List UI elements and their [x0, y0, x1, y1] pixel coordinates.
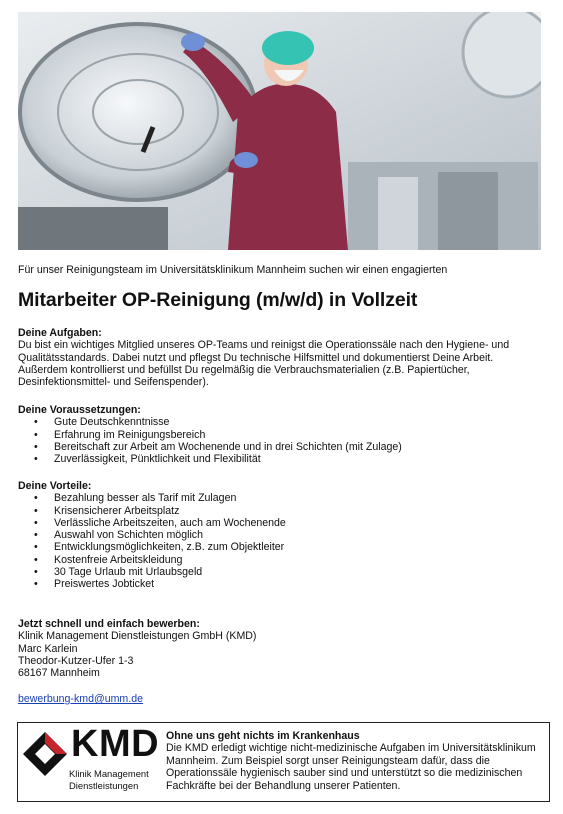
- tasks-heading: Deine Aufgaben:: [18, 327, 102, 339]
- intro-text: Für unser Reinigungsteam im Universitätsklinikum Mannheim suchen wir einen engagierten: [18, 264, 448, 276]
- list-item: • Bereitschaft zur Arbeit am Wochenende und in drei Schichten (mit Zulage): [34, 440, 402, 453]
- tasks-line: Desinfektionsmittel- und Seifenspender).: [18, 376, 209, 389]
- company-text-line: Fachkräfte bei der Behandlung unserer Patienten.: [166, 779, 401, 792]
- list-item: • Zuverlässigkeit, Pünktlichkeit und Flexibilität: [34, 453, 261, 466]
- benefits-section: [18, 480, 544, 591]
- tasks-line: Außerdem kontrollierst und befüllst Du regelmäßig die Verbrauchsmaterialien (z.B. Papiertücher,: [18, 363, 470, 376]
- bullet-icon: •: [34, 566, 38, 579]
- list-item: • Krisensicherer Arbeitsplatz: [34, 504, 180, 517]
- bullet-icon: •: [34, 453, 38, 466]
- list-item: • Kostenfreie Arbeitskleidung: [34, 553, 183, 566]
- company-text-line: Mannheim. Zum Beispiel sorgt unser Reinigungsteam dafür, dass die: [166, 754, 490, 767]
- tasks-line: Du bist ein wichtiges Mitglied unseres OP-Teams und reinigst die Operationssäle nach den Hygiene- und: [18, 339, 510, 352]
- operating-room-illustration: [18, 12, 541, 250]
- company-slogan: Ohne uns geht nichts im Krankenhaus: [166, 730, 360, 742]
- benefits-heading: Deine Vorteile:: [18, 480, 92, 492]
- list-item: • 30 Tage Urlaub mit Urlaubsgeld: [34, 566, 203, 579]
- bullet-icon: •: [34, 541, 38, 554]
- list-item: • Gute Deutschkenntnisse: [34, 416, 170, 429]
- bullet-icon: •: [34, 529, 38, 542]
- requirements-list: [18, 416, 544, 465]
- list-item: • Verlässliche Arbeitszeiten, auch am Wochenende: [34, 516, 286, 529]
- list-item: • Preiswertes Jobticket: [34, 578, 155, 591]
- list-item: • Auswahl von Schichten möglich: [34, 529, 203, 542]
- bullet-icon: •: [34, 492, 38, 505]
- bullet-icon: •: [34, 428, 38, 441]
- kmd-wordmark: KMD: [71, 723, 160, 765]
- contact-company: Klinik Management Dienstleistungen GmbH (KMD): [18, 630, 257, 643]
- bullet-icon: •: [34, 416, 38, 429]
- contact-section: [18, 618, 544, 679]
- company-text-line: Die KMD erledigt wichtige nicht-medizinische Aufgaben im Universitätsklinikum: [166, 742, 536, 755]
- requirements-section: [18, 404, 544, 465]
- contact-heading: Jetzt schnell und einfach bewerben:: [18, 618, 200, 630]
- bullet-icon: •: [34, 578, 38, 591]
- kmd-logo: [23, 723, 163, 798]
- bullet-icon: •: [34, 553, 38, 566]
- bullet-icon: •: [34, 504, 38, 517]
- requirements-heading: Deine Voraussetzungen:: [18, 404, 141, 416]
- company-text-line: Operationssäle hygienisch sauber sind und unterstützt so die medizinischen: [166, 767, 523, 780]
- kmd-diamond-icon: [23, 730, 71, 780]
- company-info-box: [17, 722, 550, 802]
- tasks-section: [18, 327, 544, 388]
- company-description: [166, 730, 542, 792]
- header-photo: [18, 12, 541, 250]
- contact-person: Marc Karlein: [18, 642, 78, 655]
- kmd-subtitle: Klinik Management Dienstleistungen: [69, 768, 149, 791]
- job-title: Mitarbeiter OP-Reinigung (m/w/d) in Vollzeit: [18, 289, 418, 311]
- list-item: • Entwicklungsmöglichkeiten, z.B. zum Objektleiter: [34, 541, 285, 554]
- contact-city: 68167 Mannheim: [18, 667, 100, 680]
- benefits-list: [18, 492, 544, 590]
- list-item: • Bezahlung besser als Tarif mit Zulagen: [34, 492, 237, 505]
- tasks-line: Qualitätsstandards. Dabei nutzt und pflegst Du technische Hilfsmittel und dokumentierst Deine Arbeit.: [18, 351, 494, 364]
- bullet-icon: •: [34, 516, 38, 529]
- email-link[interactable]: bewerbung-kmd@umm.de: [18, 693, 143, 705]
- list-item: • Erfahrung im Reinigungsbereich: [34, 428, 206, 441]
- bullet-icon: •: [34, 440, 38, 453]
- contact-street: Theodor-Kutzer-Ufer 1-3: [18, 654, 134, 667]
